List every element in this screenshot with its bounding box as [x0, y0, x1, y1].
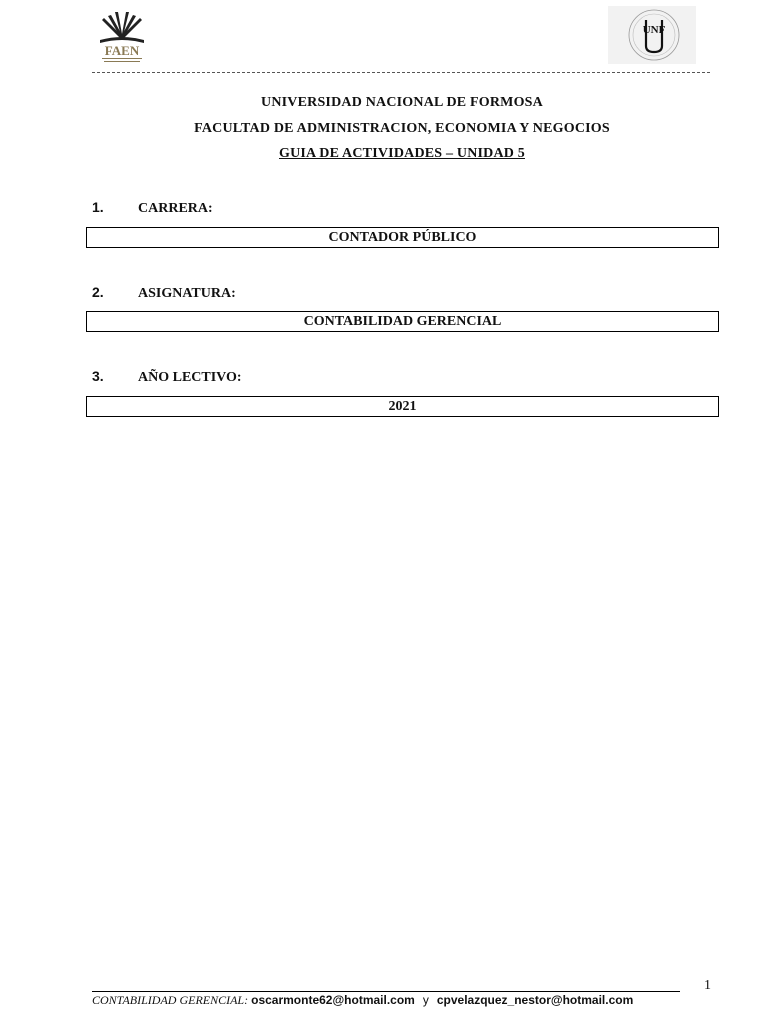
footer-divider: [92, 991, 680, 992]
item-carrera-heading: [92, 199, 213, 217]
header-dashed-divider: [92, 72, 710, 73]
item-anio-lectivo-value-box: 2021: [86, 396, 719, 417]
item-anio-lectivo-heading: [92, 368, 242, 386]
faen-logo: [96, 10, 148, 66]
footer-course-label: CONTABILIDAD GERENCIAL:: [92, 993, 249, 1007]
footer: [92, 993, 633, 1008]
university-title: UNIVERSIDAD NACIONAL DE FORMOSA: [261, 95, 543, 110]
footer-email-2[interactable]: cpvelazquez_nestor@hotmail.com: [436, 993, 634, 1007]
unf-seal-logo: [608, 6, 696, 64]
item-asignatura-value-box: CONTABILIDAD GERENCIAL: [86, 311, 719, 332]
unf-seal-text: UNF: [642, 24, 666, 36]
item-label: ASIGNATURA:: [138, 286, 236, 301]
item-number: 2.: [92, 284, 104, 300]
item-asignatura-heading: [92, 284, 236, 302]
item-number: 1.: [92, 199, 104, 215]
item-label: CARRERA:: [138, 201, 213, 216]
item-carrera-value-box: CONTADOR PÚBLICO: [86, 227, 719, 248]
page-number: 1: [704, 978, 711, 993]
item-label: AÑO LECTIVO:: [138, 370, 242, 385]
footer-email-1[interactable]: oscarmonte62@hotmail.com: [251, 993, 415, 1007]
faen-logo-text: FAEN: [104, 43, 140, 58]
footer-separator: y: [422, 993, 429, 1007]
faculty-title: FACULTAD DE ADMINISTRACION, ECONOMIA Y NEGOCIOS: [194, 121, 610, 136]
item-number: 3.: [92, 368, 104, 384]
guide-title: GUIA DE ACTIVIDADES – UNIDAD 5: [279, 146, 525, 161]
